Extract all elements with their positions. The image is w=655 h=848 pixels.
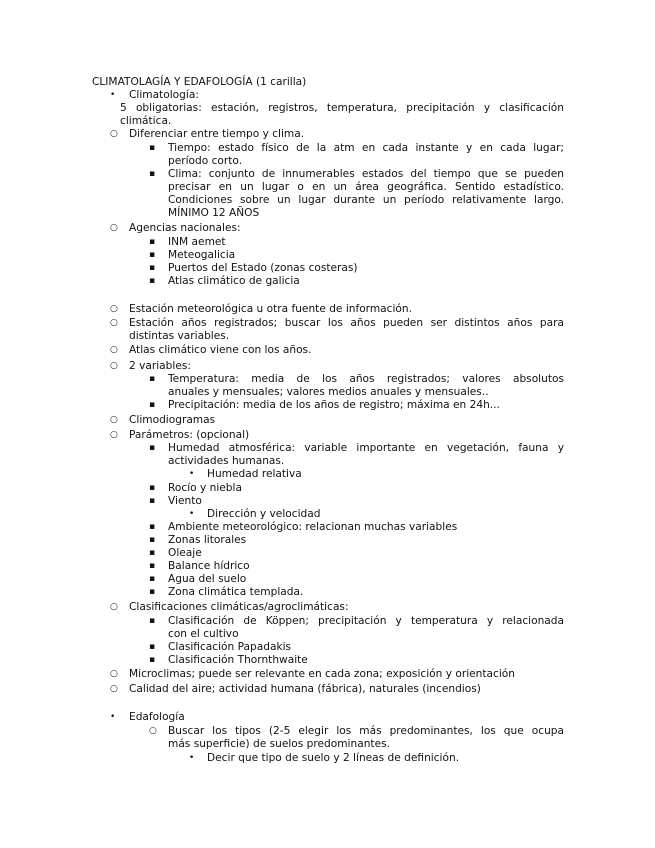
bullet-circle: ○: [110, 318, 118, 328]
bullet-square: ▪: [149, 263, 156, 273]
bullet-square: ▪: [149, 443, 156, 453]
papadakis-item: Clasificación Papadakis: [168, 641, 292, 653]
precipitacion-item: Precipitación: media de los años de registro; máxima en 24h...: [168, 399, 500, 411]
parametro-item: Oleaje: [168, 547, 202, 559]
bullet-disc: •: [189, 509, 195, 519]
bullet-square: ▪: [149, 535, 156, 545]
bullet-disc: •: [189, 753, 195, 763]
bullet-disc: •: [110, 712, 116, 722]
bullet-disc: •: [189, 469, 195, 479]
bullet-circle: ○: [110, 415, 118, 425]
edafologia-heading: Edafología: [129, 711, 185, 723]
bullet-circle: ○: [110, 304, 118, 314]
bullet-square: ▪: [149, 169, 156, 179]
parametro-item: Balance hídrico: [168, 560, 250, 572]
bullet-square: ▪: [149, 655, 156, 665]
climodiogramas-item: Climodiogramas: [129, 414, 216, 426]
calidad-aire-item: Calidad del aire; actividad humana (fábrica), naturales (incendios): [129, 683, 481, 695]
bullet-circle: ○: [110, 361, 118, 371]
microclimas-item: Microclimas; puede ser relevante en cada zona; exposición y orientación: [129, 668, 515, 680]
bullet-square: ▪: [149, 483, 156, 493]
bullet-square: ▪: [149, 616, 156, 626]
agencia-item: Puertos del Estado (zonas costeras): [168, 262, 358, 274]
tipos-line-1: Buscar los tipos (2-5 elegir los más predominantes, los que ocupa: [168, 725, 564, 737]
parametros-item: Parámetros: (opcional): [129, 429, 250, 441]
viento-sub-item: Dirección y velocidad: [207, 508, 321, 520]
clasificaciones-item: Clasificaciones climáticas/agroclimáticas:: [129, 601, 349, 613]
bullet-square: ▪: [149, 574, 156, 584]
humedad-line-2: actividades humanas.: [168, 455, 285, 467]
decir-item: Decir que tipo de suelo y 2 líneas de definición.: [207, 752, 460, 764]
bullet-square: ▪: [149, 522, 156, 532]
humedad-line-1: Humedad atmosférica: variable importante en vegetación, fauna y: [168, 442, 564, 454]
estacion-item: Estación meteorológica u otra fuente de información.: [129, 303, 412, 315]
bullet-circle: ○: [110, 129, 118, 139]
clima-line-4: MÍNIMO 12 AÑOS: [168, 207, 260, 219]
tipos-line-2: más superficie) de suelos predominantes.: [168, 738, 390, 750]
bullet-circle: ○: [149, 726, 157, 736]
climatologia-line-2: climática.: [120, 115, 172, 127]
bullet-square: ▪: [149, 237, 156, 247]
anos-line-2: distintas variables.: [129, 330, 230, 342]
parametro-item: Zonas litorales: [168, 534, 247, 546]
bullet-square: ▪: [149, 496, 156, 506]
anos-line-1: Estación años registrados; buscar los años pueden ser distintos años para: [129, 317, 564, 329]
humedad-sub-item: Humedad relativa: [207, 468, 302, 480]
bullet-disc: •: [110, 90, 116, 100]
diferenciar-item: Diferenciar entre tiempo y clima.: [129, 128, 305, 140]
climatologia-line-1: 5 obligatorias: estación, registros, temperatura, precipitación y clasificación: [120, 102, 564, 114]
rocio-item: Rocío y niebla: [168, 482, 242, 494]
bullet-circle: ○: [110, 345, 118, 355]
bullet-circle: ○: [110, 669, 118, 679]
thornthwaite-item: Clasificación Thornthwaite: [168, 654, 308, 666]
temperatura-line-2: anuales y mensuales; valores medios anuales y mensuales..: [168, 386, 489, 398]
koppen-line-2: con el cultivo: [168, 628, 239, 640]
agencia-item: INM aemet: [168, 236, 226, 248]
bullet-circle: ○: [110, 684, 118, 694]
bullet-square: ▪: [149, 143, 156, 153]
bullet-square: ▪: [149, 548, 156, 558]
bullet-square: ▪: [149, 587, 156, 597]
parametro-item: Zona climática templada.: [168, 586, 304, 598]
parametro-item: Ambiente meteorológico: relacionan muchas variables: [168, 521, 458, 533]
bullet-square: ▪: [149, 561, 156, 571]
bullet-square: ▪: [149, 400, 156, 410]
koppen-line-1: Clasificación de Köppen; precipitación y temperatura y relacionada: [168, 615, 564, 627]
clima-line-2: precisar en un lugar o en un área geográfica. Sentido estadístico.: [168, 181, 564, 193]
bullet-circle: ○: [110, 223, 118, 233]
variables-item: 2 variables:: [129, 360, 191, 372]
temperatura-line-1: Temperatura: media de los años registrados; valores absolutos: [168, 373, 564, 385]
bullet-square: ▪: [149, 276, 156, 286]
bullet-square: ▪: [149, 250, 156, 260]
agencia-item: Meteogalicia: [168, 249, 236, 261]
agencia-item: Atlas climático de galicia: [168, 275, 300, 287]
clima-line-1: Clima: conjunto de innumerables estados del tiempo que se pueden: [168, 168, 564, 180]
tiempo-line-2: período corto.: [168, 155, 243, 167]
bullet-circle: ○: [110, 430, 118, 440]
bullet-circle: ○: [110, 602, 118, 612]
atlas-item: Atlas climático viene con los años.: [129, 344, 312, 356]
agencias-item: Agencias nacionales:: [129, 222, 241, 234]
bullet-square: ▪: [149, 374, 156, 384]
parametro-item: Agua del suelo: [168, 573, 247, 585]
clima-line-3: Condiciones sobre un lugar durante un período relativamente largo.: [168, 194, 564, 206]
climatologia-heading: Climatología:: [129, 89, 199, 101]
tiempo-line-1: Tiempo: estado físico de la atm en cada instante y en cada lugar;: [168, 142, 564, 154]
document-title: CLIMATOLAGÍA Y EDAFOLOGÍA (1 carilla): [92, 76, 307, 88]
bullet-square: ▪: [149, 642, 156, 652]
viento-item: Viento: [168, 495, 202, 507]
